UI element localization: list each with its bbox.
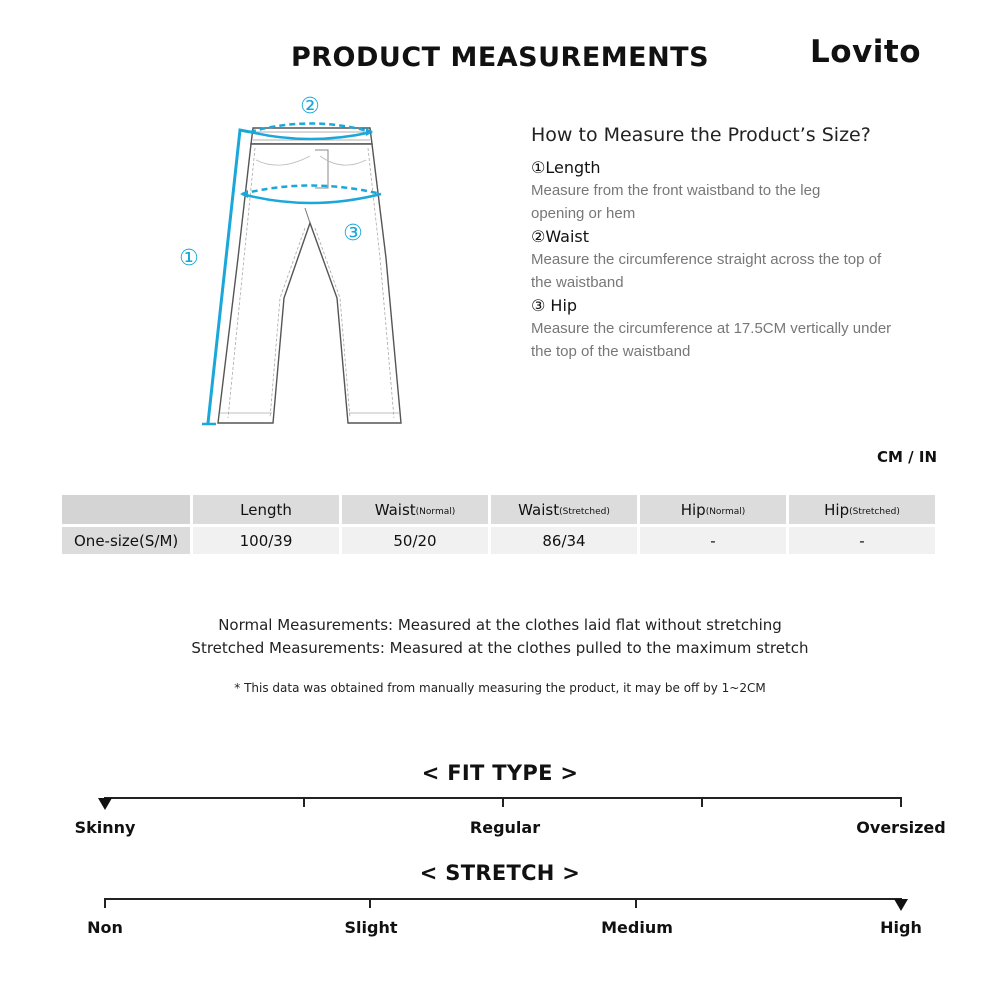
stretch-marker-icon — [894, 899, 908, 911]
fit-type-tick — [900, 797, 902, 807]
step-waist-description: Measure the circumference straight across the top of the waistband — [531, 251, 882, 291]
stretch-title: < STRETCH > — [419, 861, 581, 885]
table-header-waist-stretched — [491, 495, 637, 524]
header-main: Hip — [680, 500, 706, 519]
stretch-tick — [635, 898, 637, 908]
fit-type-tick — [303, 797, 305, 807]
header-main: Waist — [374, 500, 416, 519]
size-table — [62, 495, 938, 557]
step-length-title: ①Length — [531, 158, 601, 177]
stretch-label-medium: Medium — [601, 918, 673, 937]
fit-type-marker-icon — [98, 798, 112, 810]
header-sub: (Normal) — [415, 506, 456, 517]
header-sub: (Stretched) — [849, 506, 900, 517]
disclaimer: * This data was obtained from manually measuring the product, it may be off by 1~2CM — [234, 681, 766, 695]
step-length-description: Measure from the front waistband to the leg opening or hem — [531, 182, 821, 222]
unit-label: CM / IN — [877, 448, 937, 466]
table-cell: 100/39 — [193, 527, 339, 554]
page-title: PRODUCT MEASUREMENTS — [290, 42, 710, 73]
stretch-label-non: Non — [87, 918, 123, 937]
diagram-label-length: ① — [179, 246, 199, 271]
step-hip-description: Measure the circumference at 17.5CM vertically under the top of the waistband — [531, 320, 892, 360]
table-cell: 50/20 — [342, 527, 488, 554]
table-header-corner — [62, 495, 190, 524]
fit-type-label-oversized: Oversized — [856, 818, 946, 837]
fit-type-label-regular: Regular — [469, 818, 541, 837]
stretch-label-high: High — [880, 918, 922, 937]
instructions-heading: How to Measure the Product’s Size? — [531, 124, 871, 146]
diagram-label-hip: ③ — [343, 221, 363, 246]
table-header-waist-normal — [342, 495, 488, 524]
pants-outline-icon — [218, 128, 401, 423]
table-cell: - — [789, 527, 935, 554]
header-main: Waist — [518, 500, 560, 519]
stretch-tick — [369, 898, 371, 908]
header-sub: (Stretched) — [559, 506, 610, 517]
table-header-length — [193, 495, 339, 524]
table-header-hip-normal — [640, 495, 786, 524]
fit-type-tick — [502, 797, 504, 807]
fit-type-label-skinny: Skinny — [74, 818, 136, 837]
table-row — [62, 527, 938, 557]
table-header-hip-stretched — [789, 495, 935, 524]
diagram-label-waist: ② — [300, 94, 320, 119]
note-stretched: Stretched Measurements: Measured at the clothes pulled to the maximum stretch — [191, 639, 809, 657]
stretch-label-slight: Slight — [344, 918, 398, 937]
header-sub: (Normal) — [705, 506, 746, 517]
table-cell: 86/34 — [491, 527, 637, 554]
note-normal: Normal Measurements: Measured at the clothes laid flat without stretching — [218, 616, 782, 634]
stretch-tick — [104, 898, 106, 908]
table-header-row — [62, 495, 938, 527]
fit-type-tick — [701, 797, 703, 807]
pants-diagram — [160, 88, 420, 433]
stretch-scale-line — [104, 898, 902, 900]
step-hip-title: ③ Hip — [531, 296, 578, 315]
step-waist-title: ②Waist — [531, 227, 589, 246]
table-cell-size: One-size(S/M) — [62, 527, 190, 554]
brand-logo: Lovito — [810, 34, 922, 70]
header-main: Hip — [824, 500, 850, 519]
table-cell: - — [640, 527, 786, 554]
header-main: Length — [240, 500, 292, 519]
fit-type-title: < FIT TYPE > — [421, 761, 579, 785]
